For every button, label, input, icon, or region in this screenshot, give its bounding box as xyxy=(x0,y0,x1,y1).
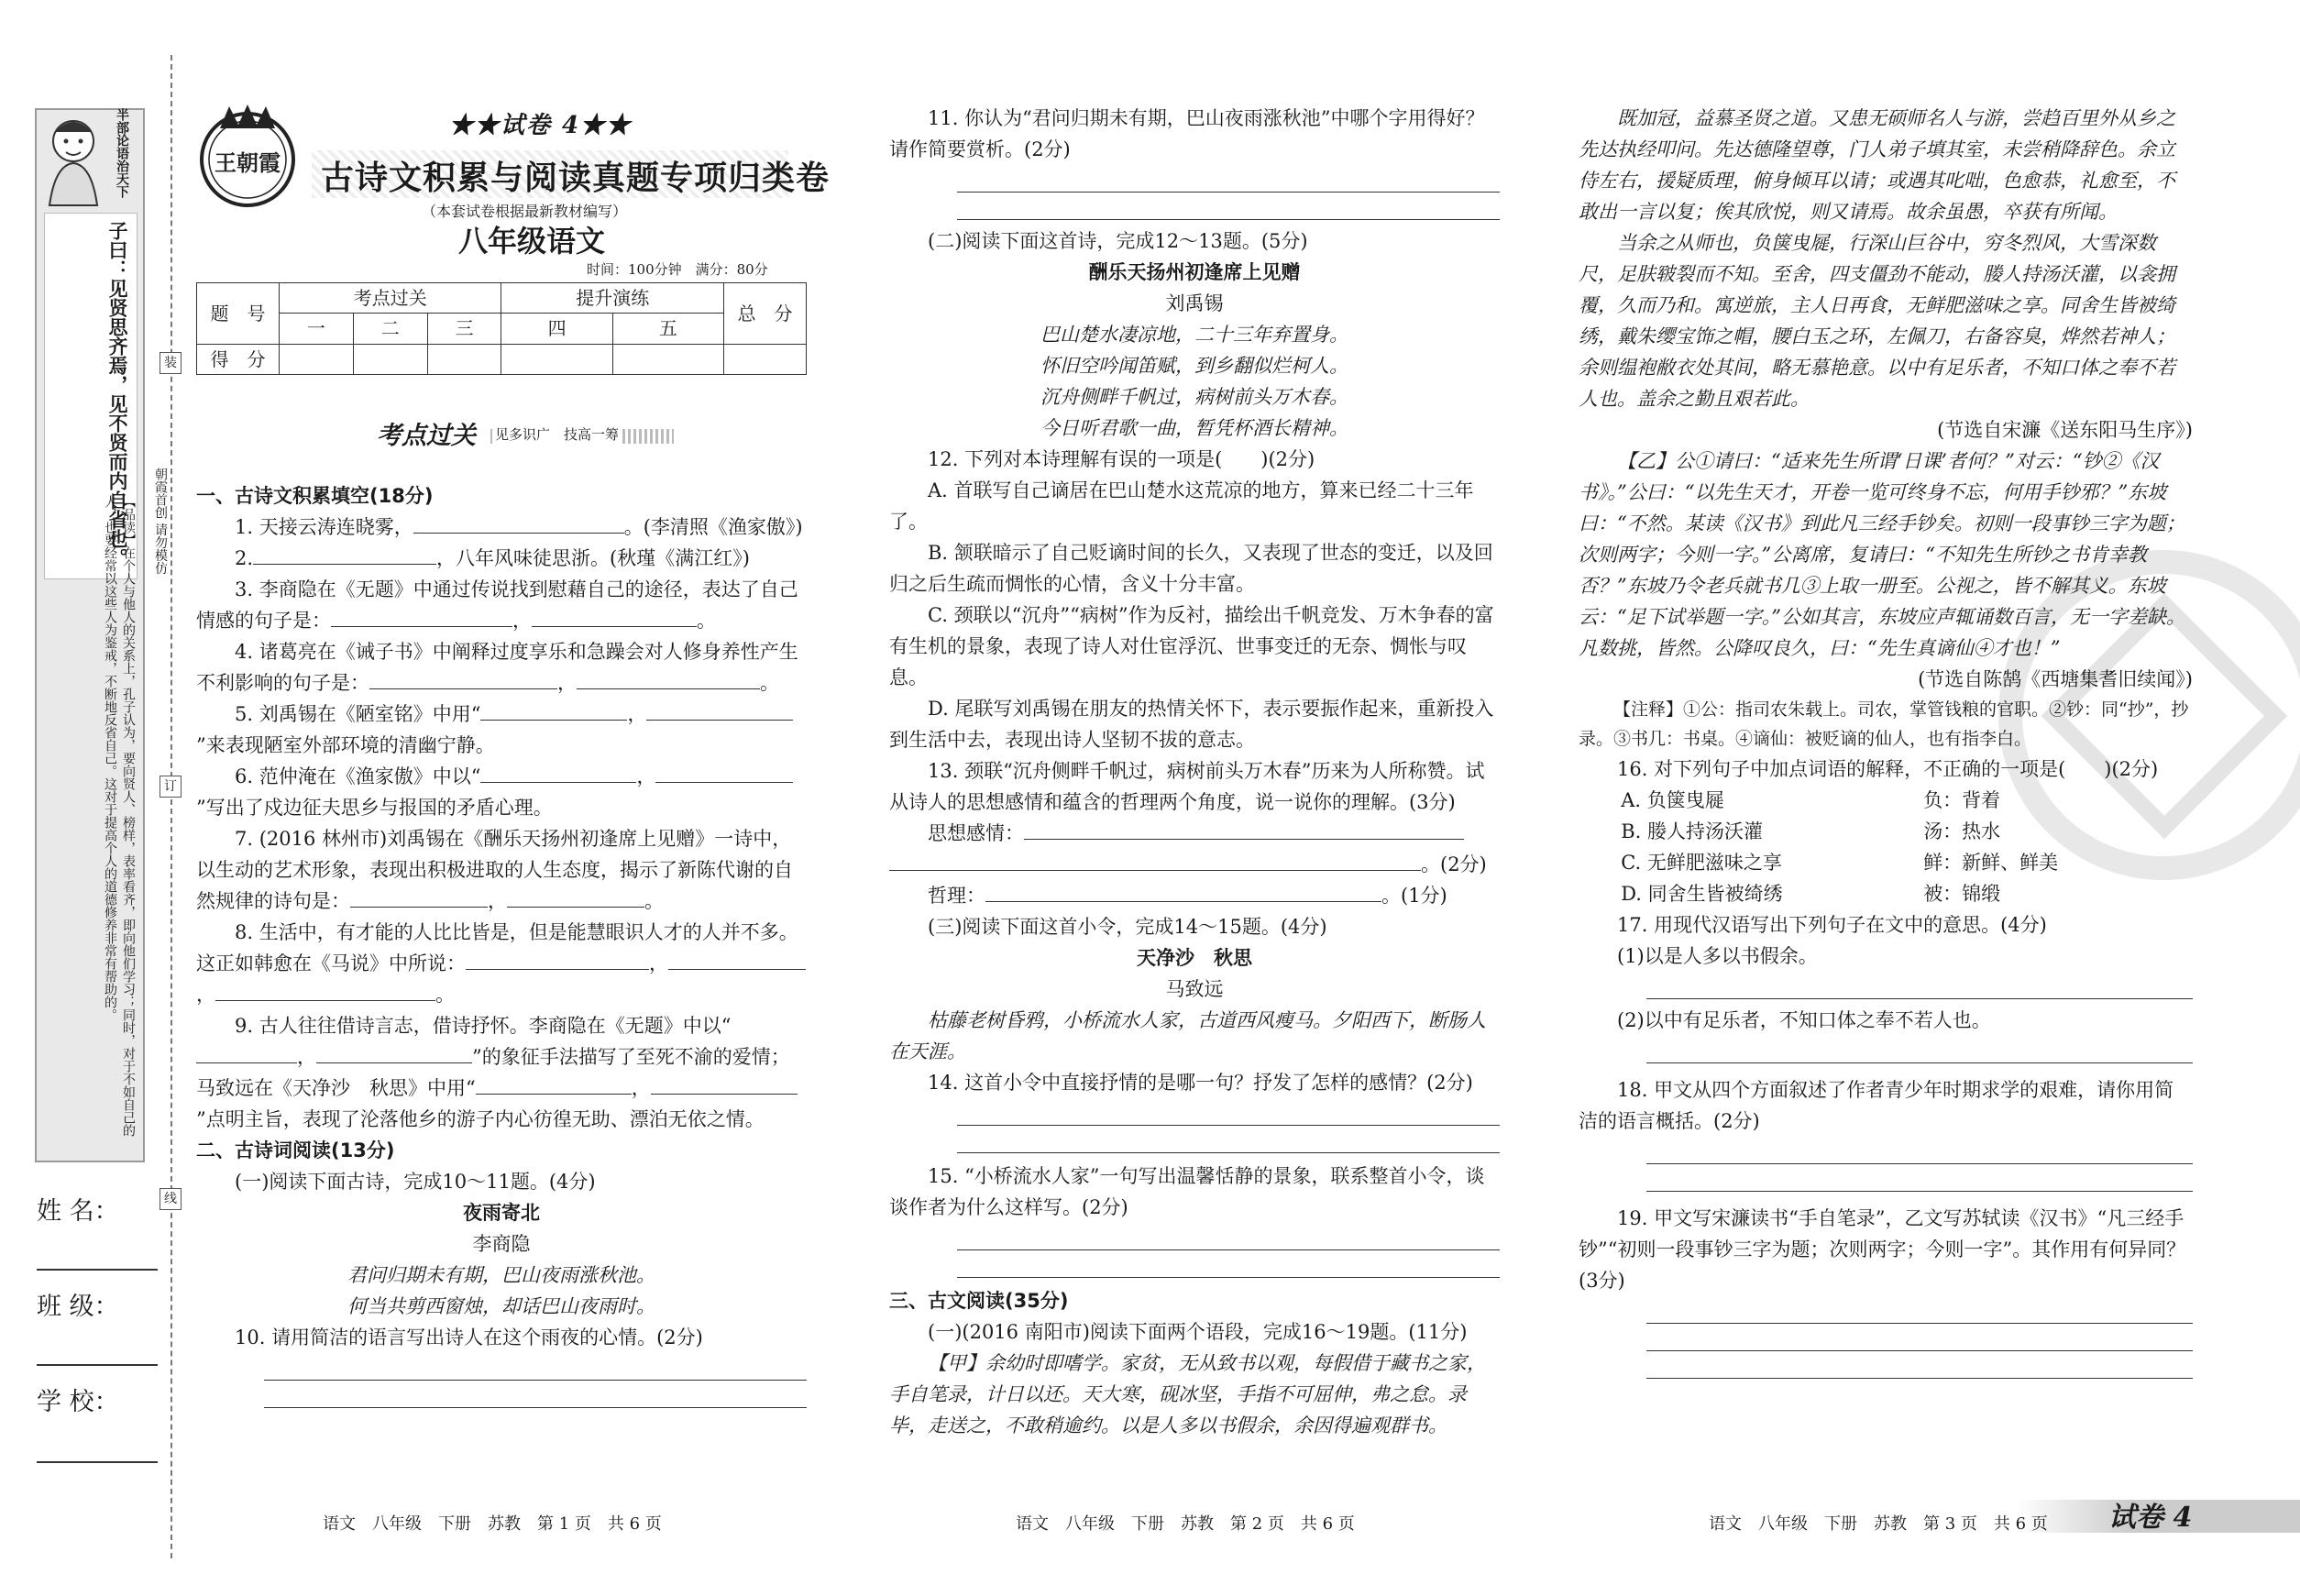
name-field[interactable] xyxy=(37,1269,158,1271)
school-label: 学 校： xyxy=(37,1388,119,1416)
reading-3-intro: (三)阅读下面这首小令，完成14～15题。(4分) xyxy=(928,916,1327,938)
score-col-5: 五 xyxy=(612,314,723,344)
title-note: （本套试卷根据最新教材编写） xyxy=(422,203,628,220)
sidebar-top-label: 半部论语治天下 xyxy=(115,108,129,198)
q3-blank-2[interactable] xyxy=(532,605,697,627)
poem-2-author: 刘禹锡 xyxy=(1165,292,1224,314)
poem-2-line-2: 怀旧空吟闻笛赋，到乡翻似烂柯人。 xyxy=(1040,355,1348,377)
q7-blank-2[interactable] xyxy=(507,886,644,908)
q11-text: 11. 你认为“君问归期未有期，巴山夜雨涨秋池”中哪个字用得好？请作简要赏析。(2分) xyxy=(889,107,1485,160)
copyright-note: 朝霞首创 请勿模仿 xyxy=(153,468,168,575)
poem-3-title: 天净沙 秋思 xyxy=(1137,947,1252,969)
q16-option-a-gloss: 负：背着 xyxy=(1923,789,2001,811)
reading-2-intro: (二)阅读下面这首诗，完成12～13题。(5分) xyxy=(928,230,1308,252)
section-1-heading: 一、古诗文积累填空(18分) xyxy=(196,485,434,507)
q9-blank-1[interactable] xyxy=(196,1041,297,1063)
q19-answer-line-3[interactable] xyxy=(1646,1351,2193,1379)
q17-answer-line-1[interactable] xyxy=(1646,972,2193,999)
q2-text: 2. xyxy=(235,547,254,569)
q1-blank[interactable] xyxy=(413,512,624,534)
q12-text: 12. 下列对本诗理解有误的一项是( )(2分) xyxy=(928,448,1315,470)
q9-blank-4[interactable] xyxy=(651,1073,798,1095)
cut-line xyxy=(171,55,172,1558)
q16-option-c[interactable] xyxy=(1579,847,2193,878)
q12-option-a[interactable]: A. 首联写自己谪居在巴山楚水这荒凉的地方，算来已经二十三年了。 xyxy=(889,479,1474,533)
page-title: 古诗文积累与阅读真题专项归类卷 xyxy=(321,160,831,197)
q10-text: 10. 请用简洁的语言写出诗人在这个雨夜的心情。(2分) xyxy=(235,1326,703,1348)
score-table-header-total: 总 分 xyxy=(724,283,807,345)
score-cell[interactable] xyxy=(501,344,612,374)
annotation-notes: 【注释】①公：指司农朱载上。司农，掌管钱粮的官职。②钞：同“抄”，抄录。③书几：书桌。④谪仙：被贬谪的仙人，也有指李白。 xyxy=(1579,699,2189,749)
q6-blank-1[interactable] xyxy=(480,761,636,783)
q9-text-3: ”点明主旨，表现了沦落他乡的游子内心彷徨无助、漂泊无依之情。 xyxy=(196,1108,765,1130)
score-cell[interactable] xyxy=(353,344,427,374)
q8-blank-1[interactable] xyxy=(466,948,649,970)
q19-text: 19. 甲文写宋濂读书“手自笔录”，乙文写苏轼读《汉书》“凡三经手钞”“初则一段事钞三字为题；次则两字；今则一字”。其作用有何异同？(3分) xyxy=(1579,1207,2186,1292)
q17-part-2: (2)以中有足乐者，不知口体之奉不若人也。 xyxy=(1617,1009,1991,1031)
passage-jia-part-1: 【甲】余幼时即嗜学。家贫，无从致书以观，每假借于藏书之家，手自笔录，计日以还。天大寒，砚冰坚，手指不可屈伸，弗之怠。录毕，走送之，不敢稍逾约。以是人多以书假余，余因得遍观群书。 xyxy=(889,1352,1486,1436)
q1-text: 1. 天接云涛连晓雾， xyxy=(235,516,413,538)
q13-feeling-points: 。(2分) xyxy=(1421,853,1487,875)
column-2 xyxy=(889,103,1500,1441)
column-3 xyxy=(1579,103,2193,1379)
score-table-header-no: 题 号 xyxy=(197,283,280,345)
class-label: 班 级： xyxy=(37,1293,119,1321)
q11-answer-line-2[interactable] xyxy=(957,193,1500,220)
q3-blank-1[interactable] xyxy=(331,605,512,627)
q16-option-c-phrase: C. 无鲜肥滋味之享 xyxy=(1621,852,1782,874)
q5-text: 5. 刘禹锡在《陋室铭》中用“ xyxy=(235,703,481,725)
score-cell[interactable] xyxy=(612,344,723,374)
cut-mark-2: 订 xyxy=(160,776,182,798)
q5-text-end: ”来表现陋室外部环境的清幽宁静。 xyxy=(196,734,495,756)
page-footer-3: 语文 八年级 下册 苏教 第 3 页 共 6 页 xyxy=(1709,1514,2048,1534)
q8-blank-2[interactable] xyxy=(668,948,806,970)
q6-text-end: ”写出了戍边征夫思乡与报国的矛盾心理。 xyxy=(196,797,553,819)
q7-blank-1[interactable] xyxy=(350,886,488,908)
poem-2-line-1: 巴山楚水凄凉地，二十三年弃置身。 xyxy=(1040,324,1348,346)
q13-text: 13. 颈联“沉舟侧畔千帆过，病树前头万木春”历来为人所称赞。试从诗人的思想感情和蕴含的哲理两个角度，说一说你的理解。(3分) xyxy=(889,760,1485,813)
confucius-cartoon-icon xyxy=(37,110,110,209)
page-footer-1: 语文 八年级 下册 苏教 第 1 页 共 6 页 xyxy=(323,1514,662,1534)
score-row-label: 得 分 xyxy=(197,344,280,374)
q14-text: 14. 这首小令中直接抒情的是哪一句？抒发了怎样的感情？(2分) xyxy=(928,1072,1473,1094)
q15-text: 15. “小桥流水人家”一句写出温馨恬静的景象，联系整首小令，谈谈作者为什么这样写。(2分) xyxy=(889,1165,1485,1218)
q16-option-a[interactable] xyxy=(1579,785,2193,816)
score-col-2: 二 xyxy=(353,314,427,344)
poem-1-line-1: 君问归期未有期，巴山夜雨涨秋池。 xyxy=(347,1264,655,1286)
q9-blank-3[interactable] xyxy=(476,1073,632,1095)
q17-text: 17. 用现代汉语写出下列句子在文中的意思。(4分) xyxy=(1617,914,2047,936)
q9-blank-2[interactable] xyxy=(316,1041,472,1063)
cut-mark-1: 装 xyxy=(160,352,182,374)
passage-jia-part-3: 当余之从师也，负箧曳屣，行深山巨谷中，穷冬烈风，大雪深数尺，足肤皲裂而不知。至舍，四支僵劲不能动，媵人持汤沃灌，以衾拥覆，久而乃和。寓逆旅，主人日再食，无鲜肥滋味之享。同舍生皆被绮绣，戴朱缨宝饰之帽，腰白玉之环，左佩刀，右备容臭，烨然若神人；余则缊袍敝衣处其间，略无慕艳意。以中有足乐者，不知口体之奉不若人也。盖余之勤且艰若此。 xyxy=(1579,232,2175,410)
passage-yi: 【乙】公①请曰：“适来先生所谓‘日课’者何？”对云：“钞②《汉书》。”公曰：“以先生天才，开卷一览可终身不忘，何用手钞邪？”东坡曰：“不然。某读《汉书》到此凡三经手钞矣。初则一段事钞三字为题；次则两字；今则一字。”公离席，复请曰：“不知先生所钞之书肯幸教否？”东坡乃令老兵就书几③上取一册至。公视之，皆不解其义。东坡云：“足下试举题一字。”公如其言，东坡应声辄诵数百言，无一字差缺。凡数挑，皆然。公降叹良久，曰：“先生真谪仙④才也！” xyxy=(1579,450,2185,659)
q9-text-2: ”的象征手法描写了至死不渝的爱情；马致远在《天净沙 秋思》中用“ xyxy=(196,1046,790,1099)
logo-text: 王朝霞 xyxy=(215,149,281,176)
q5-blank-1[interactable] xyxy=(480,699,627,721)
q16-option-a-phrase: A. 负箧曳屣 xyxy=(1621,789,1724,811)
q6-text: 6. 范仲淹在《渔家傲》中以“ xyxy=(235,765,481,787)
score-table-header-ts: 提升演练 xyxy=(501,283,724,314)
q18-text: 18. 甲文从四个方面叙述了作者青少年时期求学的艰难，请你用简洁的语言概括。(2分) xyxy=(1579,1079,2174,1132)
banner-subtitle: 见多识广 技高一筹 xyxy=(492,424,622,446)
q8-text: 8. 生活中，有才能的人比比皆是，但是能慧眼识人才的人并不多。这正如韩愈在《马说》中所说： xyxy=(196,921,798,974)
paper-number: ★★试卷 4★★ xyxy=(449,112,633,139)
school-field[interactable] xyxy=(37,1461,158,1463)
q13-feeling-blank[interactable] xyxy=(1024,818,1464,840)
reading-1-intro: (一)阅读下面古诗，完成10～11题。(4分) xyxy=(235,1171,596,1193)
q11-answer-line-1[interactable] xyxy=(957,165,1500,193)
q2-text-end: ，八年风味徒思浙。(秋瑾《满江红》) xyxy=(436,547,750,569)
score-col-4: 四 xyxy=(501,314,612,344)
poem-3-text: 枯藤老树昏鸦，小桥流水人家，古道西风瘦马。夕阳西下，断肠人在天涯。 xyxy=(889,1009,1486,1062)
publisher-logo-icon xyxy=(193,101,312,211)
q1-text-end: 。(李清照《渔家傲》) xyxy=(623,516,803,538)
q10-answer-line-1[interactable] xyxy=(264,1353,807,1381)
q17-answer-line-2[interactable] xyxy=(1646,1036,2193,1063)
passage-jia-part-2: 既加冠，益慕圣贤之道。又患无硕师名人与游，尝趋百里外从乡之先达执经叩问。先达德隆望尊，门人弟子填其室，未尝稍降辞色。余立侍左右，援疑质理，俯身倾耳以请；或遇其叱咄，色愈恭，礼愈至，不敢出一言以复；俟其欣悦，则又请焉。故余虽愚，卒获有所闻。 xyxy=(1579,107,2175,223)
q16-option-b-gloss: 汤：热水 xyxy=(1923,820,2001,842)
passage-yi-source: (节选自陈鹄《西塘集耆旧续闻》) xyxy=(1918,668,2193,690)
banner-title: 考点过关 xyxy=(377,422,476,450)
q13-philosophy-label: 哲理： xyxy=(928,885,985,907)
q19-answer-line-2[interactable] xyxy=(1646,1324,2193,1351)
q18-answer-line-1[interactable] xyxy=(1646,1137,2193,1164)
q13-philosophy-blank[interactable] xyxy=(985,880,1381,902)
q12-option-b[interactable]: B. 颔联暗示了自己贬谪时间的长久，又表现了世态的变迁，以及回归之后生疏而惆怅的心情，含义十分丰富。 xyxy=(889,542,1493,595)
section-3-heading: 三、古文阅读(35分) xyxy=(889,1290,1069,1312)
q17-part-1: (1)以是人多以书假余。 xyxy=(1617,945,1818,967)
q3-text: 3. 李商隐在《无题》中通过传说找到慰藉自己的途径，表达了自己情感的句子是： xyxy=(196,578,798,632)
q16-option-d-phrase: D. 同舍生皆被绮绣 xyxy=(1621,883,1783,905)
score-cell[interactable] xyxy=(724,344,807,374)
score-col-3: 三 xyxy=(427,314,501,344)
poem-3-author: 马致远 xyxy=(1165,978,1224,1000)
q16-option-d-gloss: 被：锦缎 xyxy=(1923,883,2001,905)
score-cell[interactable] xyxy=(427,344,501,374)
q5-blank-2[interactable] xyxy=(646,699,793,721)
q18-answer-line-2[interactable] xyxy=(1646,1164,2193,1192)
score-cell[interactable] xyxy=(280,344,354,374)
poem-2-line-3: 沉舟侧畔千帆过，病树前头万木春。 xyxy=(1040,386,1348,408)
column-1: 一、古诗文积累填空(18分) 1. 天接云涛连晓雾， 。(李清照《渔家傲》) 2. ，八年风味徒思浙。(秋瑾《满江红》) 3. 李商隐在《无题》中通过传说找到慰藉自己的途径，表达了自己情感的句子是： ， 。 4. 诸葛亮在《诫子书》中阐释过度享乐和急躁会对人修身养性产生不利影响的句子是： ， 。 5. 刘禹锡在《陋室铭》中用“ ，”来表现陋室外部环境的清幽宁静。 6. 范仲淹在《渔家傲》中以“ ，”写出了戍边征夫思乡与报国的矛盾心理。 7. (2016 林州市)刘禹锡在《酬乐天扬州初逢席上见赠》一诗中，以生动的艺术形象，表现出积极进取的人生态度，揭示了新陈代谢的自然规律的诗句是： ， 。 8. 生活中，有才能的人比比皆是，但是能慧眼识人才的人并不多。这正如韩愈在《马说》中所说： ，， 。 9. 古人往往借诗言志，借诗抒怀。李商隐在《无题》中以“， ”的象征手法描写了至死不渝的爱情；马致远在《天净沙 秋思》中用“ ，”点明主旨，表现了沦落他乡的游子内心彷徨无助、漂泊无依之情。 二、古诗词阅读(13分) (一)阅读下面古诗，完成10～11题。(4分) 夜雨寄北 李商隐 君问归期未有期，巴山夜雨涨秋池。 何当共剪西窗烛，却话巴山夜雨时。 10. 请用简洁的语言写出诗人在这个雨夜的心情。(2分) xyxy=(196,480,807,1408)
poem-1-line-2: 何当共剪西窗烛，却话巴山夜雨时。 xyxy=(347,1295,655,1317)
class-field[interactable] xyxy=(37,1364,158,1366)
q14-answer-line-1[interactable] xyxy=(957,1098,1500,1126)
q16-option-d[interactable] xyxy=(1579,878,2193,909)
score-col-1: 一 xyxy=(280,314,354,344)
q15-answer-line-1[interactable] xyxy=(957,1223,1500,1250)
q6-blank-2[interactable] xyxy=(655,761,793,783)
score-table-header-kd: 考点过关 xyxy=(280,283,501,314)
poem-2-title: 酬乐天扬州初逢席上见赠 xyxy=(1088,261,1301,283)
time-score: 时间：100分钟 满分：80分 xyxy=(587,261,768,278)
q2-blank[interactable] xyxy=(253,543,436,565)
passage-jia-source: (节选自宋濂《送东阳马生序》) xyxy=(1937,419,2193,441)
grade-title: 八年级语文 xyxy=(458,224,606,259)
q13-feeling-label: 思想感情： xyxy=(928,822,1024,844)
binding-strip xyxy=(0,0,177,1596)
q7-text: 7. (2016 林州市)刘禹锡在《酬乐天扬州初逢席上见赠》一诗中，以生动的艺术形象，表现出积极进取的人生态度，揭示了新陈代谢的自然规律的诗句是： xyxy=(196,828,793,912)
section-2-heading: 二、古诗词阅读(13分) xyxy=(196,1139,395,1161)
q4-blank-2[interactable] xyxy=(577,667,760,689)
q16-option-b-phrase: B. 媵人持汤沃灌 xyxy=(1621,820,1763,842)
q10-answer-line-2[interactable] xyxy=(264,1381,807,1408)
poem-1-title: 夜雨寄北 xyxy=(463,1202,540,1224)
q8-blank-3[interactable] xyxy=(215,979,435,1001)
q16-option-b[interactable] xyxy=(1579,816,2193,847)
q13-feeling-blank-2[interactable] xyxy=(889,849,1421,871)
q12-option-c[interactable]: C. 颈联以“沉舟”“病树”作为反衬，描绘出千帆竞发、万木争春的富有生机的景象，表现了诗人对仕宦浮沉、世事变迁的无奈、惆怅与叹息。 xyxy=(889,604,1494,688)
poem-1-author: 李商隐 xyxy=(472,1233,531,1255)
analects-quote: 子曰：见贤思齐焉，见不贤而内自省也。 xyxy=(106,221,129,567)
section-banner xyxy=(353,416,683,453)
q14-answer-line-2[interactable] xyxy=(957,1126,1500,1153)
q16-option-c-gloss: 鲜：新鲜、鲜美 xyxy=(1923,852,2059,874)
pinread-text: 【品读】在个人与他人的关系上，孔子认为，要向贤人、榜样，表率看齐，即向他们学习；同时，对于不如自己的人，也要经常以这些人为鉴戒，不断地反省自己。这对于提高个人的道德修养非常有帮助的。 xyxy=(103,495,136,1137)
q4-text: 4. 诸葛亮在《诫子书》中阐释过度享乐和急躁会对人修身养性产生不利影响的句子是： xyxy=(196,641,798,694)
q19-answer-line-1[interactable] xyxy=(1646,1296,2193,1324)
q16-text: 16. 对下列句子中加点词语的解释，不正确的一项是( )(2分) xyxy=(1617,758,2159,780)
paper-badge: 试卷 4 xyxy=(2108,1502,2193,1534)
q15-answer-line-2[interactable] xyxy=(957,1250,1500,1278)
poem-2-line-4: 今日听君歌一曲，暂凭杯酒长精神。 xyxy=(1040,417,1348,439)
q4-blank-1[interactable] xyxy=(369,667,557,689)
name-label: 姓 名： xyxy=(37,1197,119,1226)
reading-4-intro: (一)(2016 南阳市)阅读下面两个语段，完成16～19题。(11分) xyxy=(928,1321,1468,1343)
q9-text-1: 9. 古人往往借诗言志，借诗抒怀。李商隐在《无题》中以“ xyxy=(235,1015,732,1037)
score-table xyxy=(196,282,807,375)
cut-mark-3: 线 xyxy=(160,1188,182,1210)
page-footer-2: 语文 八年级 下册 苏教 第 2 页 共 6 页 xyxy=(1016,1514,1355,1534)
q13-philosophy-points: 。(1分) xyxy=(1381,885,1447,907)
q12-option-d[interactable]: D. 尾联写刘禹锡在朋友的热情关怀下，表示要振作起来，重新投入到生活中去，表现出诗人坚韧不拔的意志。 xyxy=(889,698,1494,751)
